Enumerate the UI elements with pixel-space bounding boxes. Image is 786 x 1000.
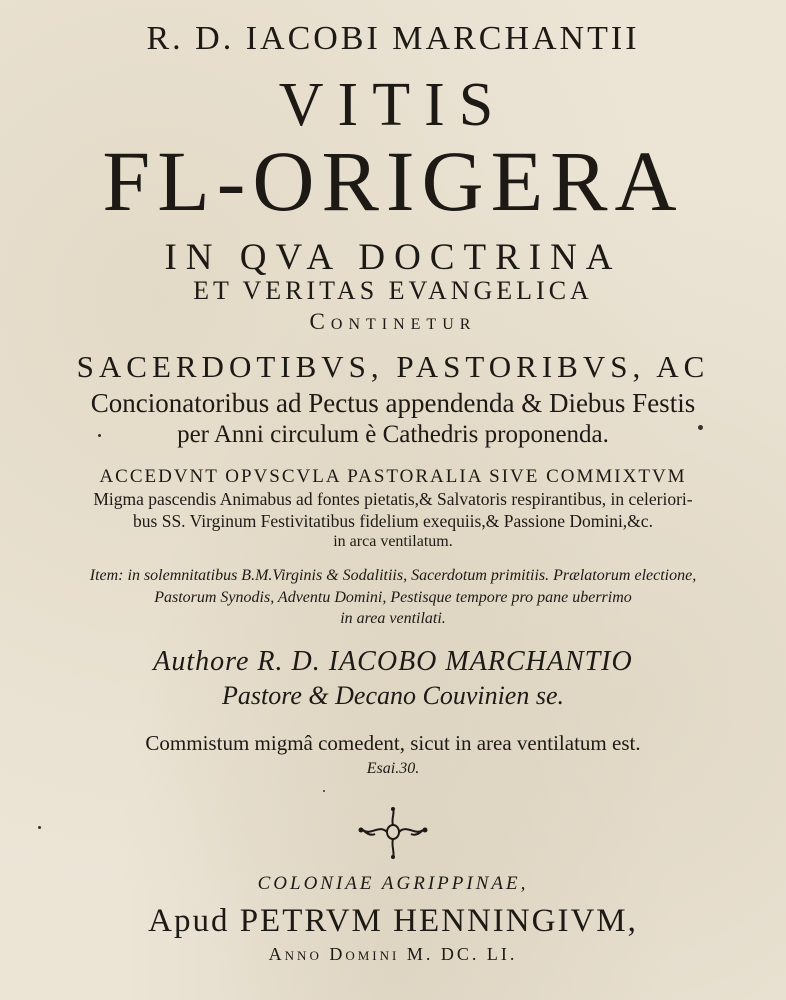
accedunt-line-3: bus SS. Virginum Festivitatibus fidelium exequiis,& Passione Domini,&c. [133, 511, 653, 531]
accedunt-line-4: in arca ventilatum. [333, 533, 453, 550]
subtitle-line-1: IN QVA DOCTRINA [164, 237, 622, 278]
main-title-line-2: FL-ORIGERA [102, 133, 684, 229]
imprint-printer: Apud PETRVM HENNINGIVM, [148, 903, 638, 939]
ink-speck [698, 425, 703, 430]
motto-reference: Esai.30. [366, 760, 420, 777]
ink-speck [98, 434, 101, 437]
item-line-3: in area ventilati. [340, 610, 446, 627]
author-line-1: Authore R. D. IACOBO MARCHANTIO [153, 646, 633, 677]
subtitle-line-3: Continetur [309, 309, 477, 334]
motto: Commistum migmâ comedent, sicut in area ventilatum est. [145, 731, 641, 755]
imprint-date: Anno Domini M. DC. LI. [268, 944, 518, 964]
subtitle-line-6: per Anni circulum è Cathedris proponenda. [177, 421, 609, 448]
accedunt-line-2: Migma pascendis Animabus ad fontes pietatis,& Salvatoris respirantibus, in celeriori- [93, 489, 693, 509]
main-title-line-1: VITIS [278, 71, 508, 139]
item-line-1: Item: in solemnitatibus B.M.Virginis & Sodalitiis, Sacerdotum primitiis. Prælatorum electione, [89, 567, 697, 584]
author-line-2: Pastore & Decano Couvinien se. [221, 681, 565, 710]
printers-flower-ornament-icon [353, 806, 433, 860]
author-header: R. D. IACOBI MARCHANTII [146, 20, 640, 57]
subtitle-line-4: SACERDOTIBVS, PASTORIBVS, AC [76, 349, 710, 384]
subtitle-line-2: ET VERITAS EVANGELICA [193, 276, 593, 305]
accedunt-line-1: ACCEDVNT OPVSCVLA PASTORALIA SIVE COMMIXTVM [99, 466, 687, 487]
ink-speck [323, 790, 325, 792]
item-line-2: Pastorum Synodis, Adventu Domini, Pestisque tempore pro pane uberrimo [154, 589, 632, 606]
ink-speck [38, 826, 41, 829]
subtitle-line-5: Concionatoribus ad Pectus appendenda & Diebus Festis [90, 388, 696, 418]
imprint-city: COLONIAE AGRIPPINAE, [257, 873, 529, 894]
